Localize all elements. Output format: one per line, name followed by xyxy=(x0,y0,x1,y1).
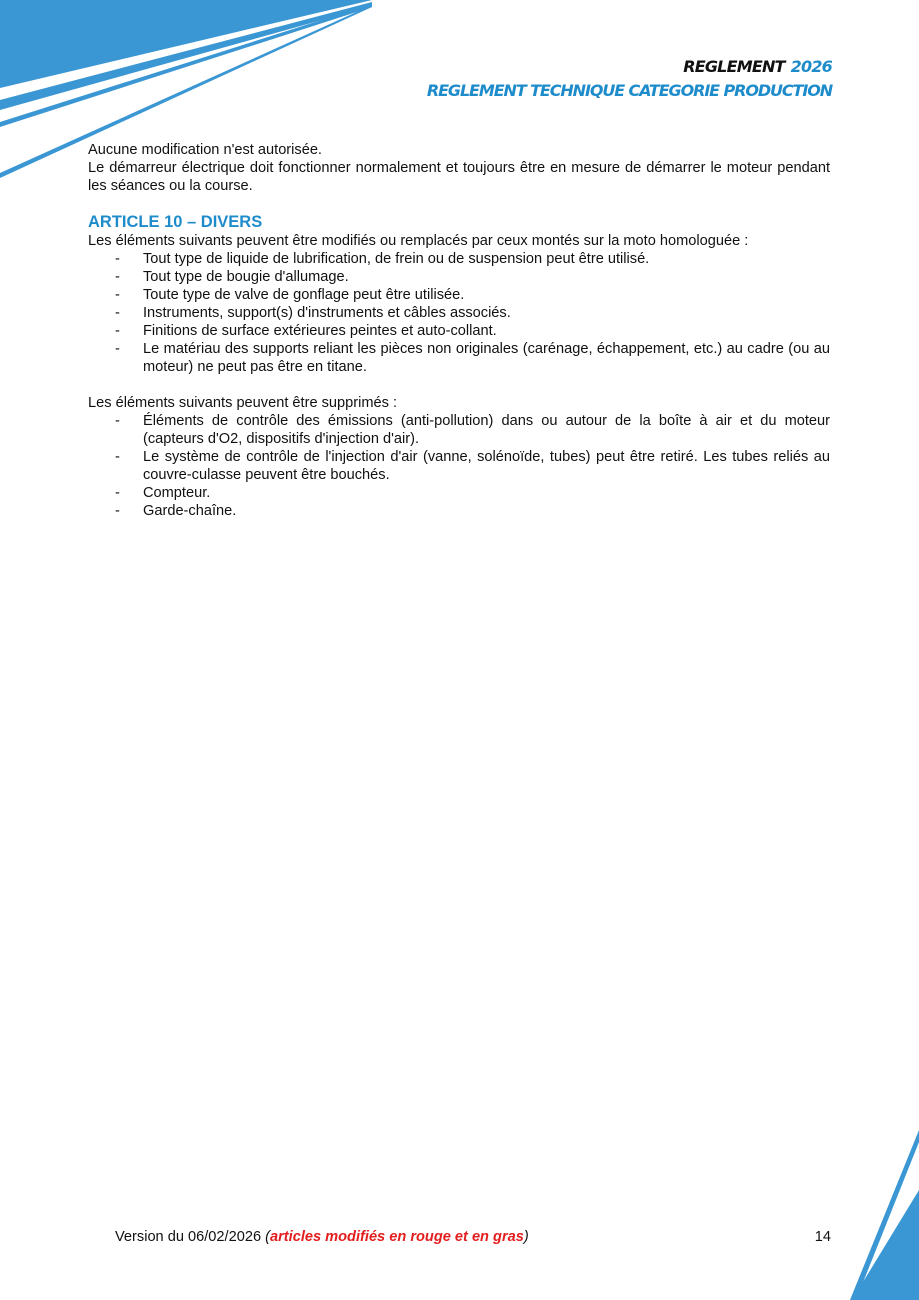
list-item xyxy=(88,286,830,304)
footer-version: Version du 06/02/2026 xyxy=(115,1229,262,1245)
list-item xyxy=(88,340,830,376)
list-item xyxy=(88,412,830,448)
dash-bullet: - xyxy=(115,251,120,267)
dash-bullet: - xyxy=(115,269,120,285)
intro-line-2: Le démarreur électrique doit fonctionner normalement et toujours être en mesure de démarrer le moteur pendant les séances ou la course. xyxy=(88,160,830,194)
list-item-text: Éléments de contrôle des émissions (anti-pollution) dans ou autour de la boîte à air et du moteur (capteurs d'O2, dispositifs d'injection d'air). xyxy=(143,413,830,447)
list-item-text: Le matériau des supports reliant les pièces non originales (carénage, échappement, etc.) au cadre (ou au moteur) ne peut pas être en titane. xyxy=(143,341,830,375)
removable-items-list xyxy=(88,412,830,520)
dash-bullet: - xyxy=(115,305,120,321)
list-item xyxy=(88,448,830,484)
modifiable-items-list xyxy=(88,250,830,376)
list-item xyxy=(88,304,830,322)
intro-line-1: Aucune modification n'est autorisée. xyxy=(88,142,322,158)
list-item-text: Le système de contrôle de l'injection d'air (vanne, solénoïde, tubes) peut être retiré. Les tubes reliés au couvre-culasse peuvent être bouchés. xyxy=(143,449,830,483)
footer-open-paren: ( xyxy=(265,1229,270,1245)
page-footer xyxy=(115,1228,831,1246)
removable-intro: Les éléments suivants peuvent être supprimés : xyxy=(88,395,398,411)
list-item-text: Instruments, support(s) d'instruments et câbles associés. xyxy=(143,305,511,321)
list-item xyxy=(88,484,830,502)
dash-bullet: - xyxy=(115,413,120,429)
article-10-heading: ARTICLE 10 – DIVERS xyxy=(88,213,263,231)
bottom-right-stripes-icon xyxy=(850,1130,919,1300)
page-number: 14 xyxy=(814,1229,831,1245)
footer-note: articles modifiés en rouge et en gras xyxy=(270,1229,524,1245)
dash-bullet: - xyxy=(115,485,120,501)
header-title: REGLEMENT xyxy=(683,57,785,76)
footer-close-paren: ) xyxy=(523,1229,529,1245)
header-subtitle: REGLEMENT TECHNIQUE CATEGORIE PRODUCTION xyxy=(426,81,832,100)
list-item-text: Finitions de surface extérieures peintes et auto-collant. xyxy=(143,323,497,339)
article-10-intro: Les éléments suivants peuvent être modifiés ou remplacés par ceux montés sur la moto homologuée : xyxy=(88,233,749,249)
header-title-line xyxy=(427,57,832,77)
list-item-text: Tout type de liquide de lubrification, de frein ou de suspension peut être utilisé. xyxy=(143,251,650,267)
dash-bullet: - xyxy=(115,503,120,519)
list-item xyxy=(88,322,830,340)
document-body xyxy=(88,141,830,520)
dash-bullet: - xyxy=(115,449,120,465)
list-item xyxy=(88,268,830,286)
list-item-text: Toute type de valve de gonflage peut être utilisée. xyxy=(143,287,465,303)
page-header xyxy=(427,57,832,102)
dash-bullet: - xyxy=(115,341,120,357)
list-item-text: Compteur. xyxy=(143,485,211,501)
header-year: 2026 xyxy=(790,57,832,76)
list-item xyxy=(88,502,830,520)
list-item-text: Garde-chaîne. xyxy=(143,503,237,519)
dash-bullet: - xyxy=(115,323,120,339)
list-item-text: Tout type de bougie d'allumage. xyxy=(143,269,349,285)
dash-bullet: - xyxy=(115,287,120,303)
list-item xyxy=(88,250,830,268)
